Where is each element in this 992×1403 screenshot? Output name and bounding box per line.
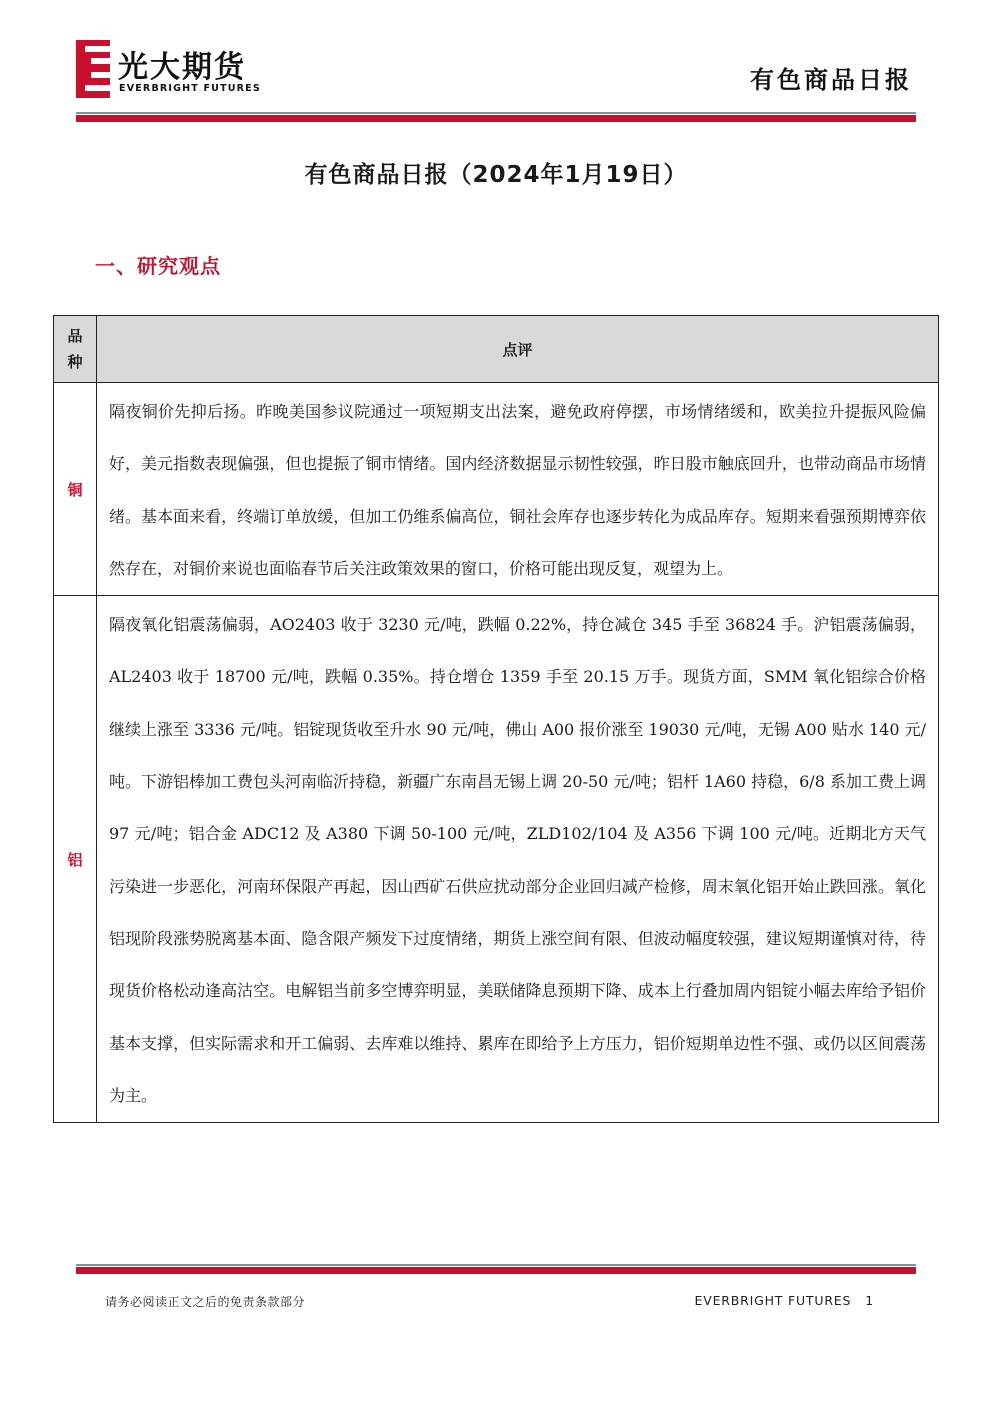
company-logo [76,40,336,102]
page-number: 1 [865,1293,874,1308]
comment-header: 点评 [97,316,939,383]
everbright-logo-icon [76,40,110,98]
logo-english-name: EVERBRIGHT FUTURES [119,83,261,94]
logo-chinese-name: 光大期货 [118,50,246,85]
footer-brand: EVERBRIGHT FUTURES [694,1293,852,1308]
table-header-row [54,316,939,383]
footer-divider [76,1264,916,1274]
variety-header: 品种 [67,327,83,371]
page-title: 有色商品日报（2024年1月19日） [304,162,688,188]
variety-copper: 铜 [54,383,97,596]
section-heading: 一、研究观点 [95,254,221,278]
table-row-copper [54,383,939,596]
disclaimer-note: 请务必阅读正文之后的免责条款部分 [105,1295,306,1309]
copper-comment: 隔夜铜价先抑后扬。昨晚美国参议院通过一项短期支出法案，避免政府停摆，市场情绪缓和，欧美拉升提振风险偏好，美元指数表现偏强，但也提振了铜市情绪。国内经济数据显示韧性较强，昨日股市触底回升，也带动商品市场情绪。基本面来看，终端订单放缓，但加工仍维系偏高位，铜社会库存也逐步转化为成品库存。短期来看强预期博弈依然存在，对铜价来说也面临春节后关注政策效果的窗口，价格可能出现反复，观望为上。 [97,383,939,596]
variety-header-cell [54,316,97,383]
header-divider [76,112,916,122]
report-name-header: 有色商品日报 [750,66,912,94]
footer-brand-block [695,1293,874,1308]
research-table [53,315,939,1123]
aluminum-comment: 隔夜氧化铝震荡偏弱，AO2403 收于 3230 元/吨，跌幅 0.22%，持仓减仓 345 手至 36824 手。沪铝震荡偏弱，AL2403 收于 18700 元/吨，跌幅 0.35%。持仓增仓 1359 手至 20.15 万手。现货方面，SMM 氧化铝综合价格继续上涨至 3336 元/吨。铝锭现货收至升水 90 元/吨，佛山 A00 报价涨至 19030 元/吨，无锡 A00 贴水 140 元/吨。下游铝棒加工费包头河南临沂持稳，新疆广东南昌无锡上调 20-50 元/吨；铝杆 1A60 持稳，6/8 系加工费上调 97 元/吨；铝合金 ADC12 及 A380 下调 50-100 元/吨，ZLD102/104 及 A356 下调 100 元/吨。近期北方天气污染进一步恶化，河南环保限产再起，因山西矿石供应扰动部分企业回归减产检修，周末氧化铝开始止跌回涨。氧化铝现阶段涨势脱离基本面、隐含限产频发下过度情绪，期货上涨空间有限、但波动幅度较强，建议短期谨慎对待，待现货价格松动逢高沽空。电解铝当前多空博弈明显，美联储降息预期下降、成本上行叠加周内铝锭小幅去库给予铝价基本支撑，但实际需求和开工偏弱、去库难以维持、累库在即给予上方压力，铝价短期单边性不强、或仍以区间震荡为主。 [97,596,939,1123]
table-row-aluminum [54,596,939,1123]
variety-aluminum: 铝 [54,596,97,1123]
